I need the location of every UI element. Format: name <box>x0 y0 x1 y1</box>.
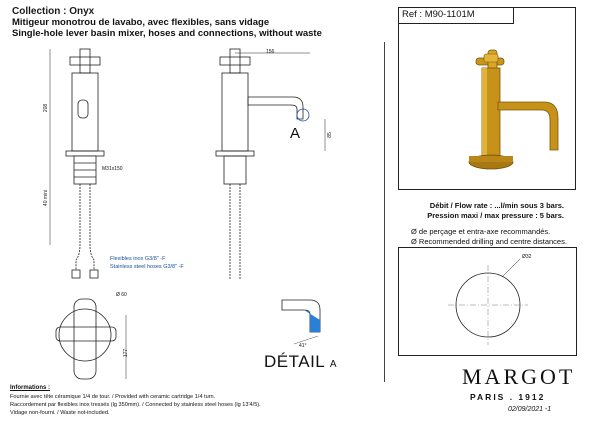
document-date: 02/09/2021 -1 <box>508 406 552 413</box>
sv-handle <box>220 57 250 65</box>
tap-body-highlight <box>482 68 487 158</box>
detail-label-text: DÉTAIL <box>264 352 325 371</box>
drilling-text-en: Ø Recommended drilling and centre distances. <box>411 237 567 246</box>
plan-handle <box>56 327 116 341</box>
fv-handle <box>70 57 100 65</box>
product-title-fr: Mitigeur monotrou de lavabo, avec flexibles, sans vidage <box>12 17 270 28</box>
info-line-2: Raccordement par flexibles inox tressés (lg 350mm). / Connected by stainless steel hoses (lg 13'4/5). <box>10 402 261 408</box>
sv-stem <box>224 156 246 184</box>
max-pressure: Pression maxi / max pressure : 5 bars. <box>427 211 564 220</box>
drill-leader <box>502 259 520 277</box>
sv-spout <box>248 97 303 119</box>
dim-thread: M31x150 <box>102 166 123 172</box>
brand-logo: MARGOT <box>462 364 576 389</box>
callout-a: A <box>290 125 301 142</box>
collection-title: Collection : Onyx <box>12 6 95 17</box>
drill-diameter-label: Ø32 <box>522 254 532 260</box>
fv-hose-left <box>76 184 80 270</box>
dim-base-diameter: Ø 60 <box>116 292 127 298</box>
side-view-drawing <box>205 45 355 295</box>
brand-tagline: PARIS . 1912 <box>470 392 546 402</box>
dim-hose-length: 40 mini <box>43 189 50 207</box>
drilling-text-fr: Ø de perçage et entra-axe recommandés. <box>411 227 551 236</box>
dim-156: 156 <box>266 49 275 55</box>
fv-hose-nut-right <box>90 270 98 278</box>
info-line-1: Fournie avec tête céramique 1/4 de tour. / Provided with ceramic cartridge 1/4 turn. <box>10 394 216 400</box>
detail-label-letter: A <box>329 359 338 370</box>
product-render <box>448 40 568 185</box>
dim-177: 177 <box>123 348 130 358</box>
tap-base-ring <box>469 156 513 162</box>
hose-label-fr: Flexibles inox G3/8" -F <box>110 256 166 262</box>
dim-85: 85 <box>326 132 333 138</box>
info-line-3: Vidage non-fourni. / Waste not-included. <box>10 410 110 416</box>
detail-label <box>264 352 337 372</box>
information-heading: Informations : <box>10 385 50 391</box>
drill-hole-circle <box>456 273 520 337</box>
flow-rate: Débit / Flow rate : ...l/min sous 3 bars. <box>429 201 564 210</box>
fv-base <box>66 151 104 156</box>
divider-vertical <box>384 42 385 382</box>
fv-body <box>72 73 98 151</box>
fv-spout-outlet <box>78 100 88 118</box>
fv-handle-vertical <box>80 49 90 73</box>
drilling-diagram <box>398 247 578 357</box>
fv-hose-nut-left <box>72 270 80 278</box>
plan-base-circle <box>59 309 111 361</box>
front-view-drawing <box>30 45 150 390</box>
drilling-box <box>399 248 577 356</box>
tap-spout <box>498 102 558 150</box>
dim-208: 208 <box>43 103 50 113</box>
sv-base <box>216 151 254 156</box>
dim-angle: 41° <box>299 343 307 349</box>
handle-center <box>484 54 498 62</box>
product-title-en: Single-hole lever basin mixer, hoses and connections, without waste <box>12 28 322 39</box>
plan-spout <box>74 299 96 379</box>
reference-label: Ref : M90-1101M <box>398 7 514 24</box>
hose-label-en: Stainless steel hoses G3/8" -F <box>110 264 184 270</box>
sv-body <box>222 73 248 151</box>
fv-hose-right <box>90 184 94 270</box>
sv-handle-vertical <box>230 49 240 73</box>
